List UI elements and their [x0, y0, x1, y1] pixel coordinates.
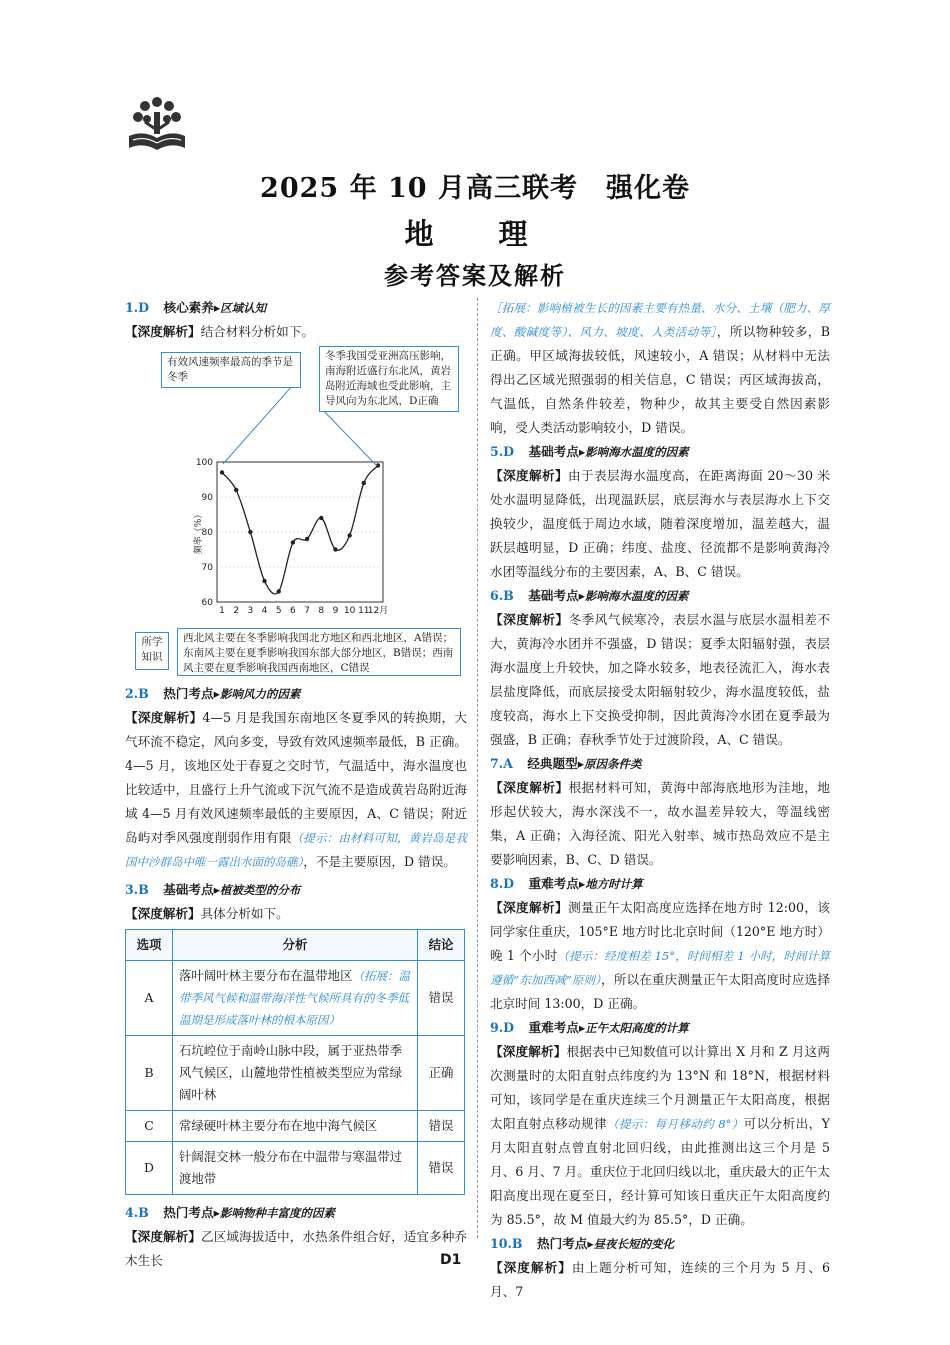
callout-left: 有效风速频率最高的季节是冬季: [161, 352, 301, 388]
q9-tag: 重难考点: [528, 1020, 579, 1035]
q9-arrow: ▸: [578, 1020, 586, 1035]
x-tick-label: 4: [261, 606, 268, 616]
x-tick-label: 3: [247, 606, 254, 616]
q3-text: 具体分析如下。: [200, 906, 289, 921]
q3-lead: 【深度解析】: [125, 906, 201, 921]
row-a-analysis: [173, 961, 418, 1036]
q2-lead: 【深度解析】: [125, 710, 203, 725]
x-tick-label: 9: [332, 606, 339, 616]
row-b-result: 正确: [418, 1036, 465, 1111]
publisher-logo: [125, 92, 189, 156]
table-header-row: [126, 930, 465, 961]
row-d-result: 错误: [418, 1142, 465, 1195]
row-c-option: C: [126, 1111, 173, 1142]
x-tick-label: 10: [343, 606, 356, 616]
q1-lead: 【深度解析】: [125, 324, 201, 339]
x-tick-label: 7: [304, 606, 310, 616]
q5-subtag: 影响海水温度的因素: [585, 445, 689, 459]
y-tick-label: 70: [201, 563, 213, 573]
q2-subtag: 影响风力的因素: [219, 687, 301, 701]
q6-header: [490, 584, 830, 608]
y-tick-label: 90: [201, 493, 213, 503]
q7-answer: A: [503, 756, 513, 771]
knowledge-label: 所学知识: [135, 632, 169, 670]
q5-lead: 【深度解析】: [490, 468, 569, 483]
data-point: [220, 470, 224, 474]
data-point: [234, 488, 238, 492]
table-row: [126, 1111, 465, 1142]
q10-arrow: ▸: [587, 1236, 594, 1251]
q4-number: 4.: [125, 1205, 139, 1220]
q4-hint: ［拓展：影响植被生长的因素主要有热量、水分、土壤（肥力、厚度、酸碱度等）、风力、坡度、人类活动等］: [490, 301, 830, 339]
table-row: [126, 1142, 465, 1195]
q4-tag: 热门考点: [163, 1205, 214, 1220]
q9-tail: 可以分析出，Y 月太阳直射点曾直射北回归线，由此推测出这三个月是 5 月、6 月、7 月。重庆位于北回归线以北，重庆最大的正午太阳高度出现在夏至日，经计算可知该日重庆正午太阳高度约为 85.5°，故 M 值最大约为 85.5°，D 正确。: [490, 1116, 830, 1227]
q1-answer: D: [138, 300, 150, 315]
y-tick-label: 80: [201, 528, 213, 538]
q3-tag: 基础考点: [163, 882, 214, 897]
q9-answer: D: [503, 1020, 515, 1035]
q4-analysis-start: [125, 1225, 467, 1273]
q2-tag: 热门考点: [163, 686, 214, 701]
right-column: [490, 296, 830, 1304]
x-tick-label: 5: [275, 606, 282, 616]
table-row: [126, 1036, 465, 1111]
q1-subtag: 区域认知: [220, 301, 267, 315]
q3-analysis-table: [125, 929, 465, 1195]
data-point: [277, 589, 281, 593]
row-a-text: 落叶阔叶林主要分布在温带地区: [179, 968, 353, 983]
data-point: [362, 481, 366, 485]
q7-header: [490, 752, 830, 776]
data-point: [347, 533, 351, 537]
q9-number: 9.: [490, 1020, 504, 1035]
q8-tag: 重难考点: [528, 876, 579, 891]
q7-tag: 经典题型: [527, 756, 578, 771]
q1-text: 结合材料分析如下。: [200, 324, 314, 339]
q9-lead: 【深度解析】: [490, 1044, 567, 1059]
x-tick-label: 11: [358, 606, 370, 616]
x-tick-label: 2: [233, 606, 240, 616]
q7-subtag: 原因条件类: [584, 757, 642, 771]
knowledge-text: 西北风主要在冬季影响我国北方地区和西北地区，A错误；东南风主要在夏季影响我国东部大部分地区，B错误；西南风主要在夏季影响我国西南地区，C错误: [177, 628, 461, 676]
q3-analysis: [125, 902, 467, 926]
data-point: [262, 579, 266, 583]
wind-frequency-chart: [125, 346, 467, 624]
q8-analysis: [490, 896, 830, 1016]
table-header-conclusion: 结论: [418, 930, 465, 961]
q9-header: [490, 1016, 830, 1040]
q9-hint: （提示：每月移动约 8°）: [607, 1117, 744, 1131]
q8-hint: （提示：经度相差 15°，时间相差 1 小时，时间计算遵循“东加西减”原则）: [490, 949, 830, 987]
data-point: [319, 516, 323, 520]
q2-header: [125, 682, 467, 706]
q2-arrow: ▸: [213, 686, 220, 701]
q4-analysis-continued: [490, 296, 830, 440]
q3-header: [125, 878, 467, 902]
q8-arrow: ▸: [578, 876, 586, 891]
q5-analysis: [490, 464, 830, 584]
q7-arrow: ▸: [577, 756, 585, 771]
row-d-analysis: 针阔混交林一般分布在中温带与寒温带过渡地带: [173, 1142, 418, 1195]
x-tick-label: 8: [318, 606, 325, 616]
q10-subtag: 昼夜长短的变化: [593, 1237, 675, 1251]
q7-analysis: [490, 776, 830, 872]
page-number: D1: [440, 1252, 462, 1268]
q2-tail: ，不是主要原因，D 错误。: [303, 854, 456, 869]
left-column: [125, 296, 467, 1273]
q8-text: 测量正午太阳高度应选择在地方时 12:00，该同学家住重庆，105°E 地方时比北京时间（120°E 地方时）晚 1 个小时: [490, 900, 831, 963]
q1-number: 1.: [125, 300, 139, 315]
row-b-analysis: 石坑崆位于南岭山脉中段，属于亚热带季风气候区，山麓地带性植被类型应为常绿阔叶林: [173, 1036, 418, 1111]
q3-subtag: 植被类型的分布: [219, 883, 301, 897]
x-tick-label: 6: [290, 606, 296, 616]
y-tick-label: 60: [201, 598, 213, 608]
data-point: [248, 530, 252, 534]
q4-tail: ，所以物种较多，B 正确。甲区域海拔较低，风速较小，A 错误；从材料中无法得出乙区域光照强弱的相关信息，C 错误；丙区域海拔高，气温低，自然条件较差，物种少，故其主要受自然因素影响，受人类活动影响较小，D 错误。: [490, 324, 830, 435]
q2-text: 4—5 月是我国东南地区冬夏季风的转换期，大气环流不稳定，风向多变，导致有效风速频率最低，B 正确。4—5 月，该地区处于春夏之交时节，气温适中，海水温度也比较适中，且盛行上升气流或下沉气流不是造成黄岩岛附近海域 4—5 月有效风速频率最低的主要原因，A、C 错误；附近岛屿对季风强度削弱作用有限: [125, 710, 467, 845]
q8-number: 8.: [490, 876, 504, 891]
q5-number: 5.: [490, 444, 504, 459]
table-header-analysis: 分析: [173, 930, 418, 961]
q5-text: 由于表层海水温度高，在距离海面 20～30 米处水温明显降低，出现温跃层，底层海水与表层海水上下交换较少，温度低于周边水域，随着深度增加，温差越大，温跃层越明显，D 正确；纬度、盐度、径流都不是影响黄海冷水团等温线分布的主要因素，A、B、C 错误。: [490, 468, 830, 579]
row-c-result: 错误: [418, 1111, 465, 1142]
row-c-analysis: 常绿硬叶林主要分布在地中海气候区: [173, 1111, 418, 1142]
callout-right: 冬季我国受亚洲高压影响，南海附近盛行东北风，黄岩岛附近海域也受此影响，主导风向为东北风，D正确: [319, 346, 459, 412]
table-header-option: 选项: [126, 930, 173, 961]
q6-tag: 基础考点: [528, 588, 579, 603]
q9-subtag: 正午太阳高度的计算: [585, 1021, 689, 1035]
knowledge-block: [125, 628, 467, 676]
q1-header: [125, 296, 467, 320]
frequency-series-line: [222, 466, 378, 594]
q5-answer: D: [503, 444, 515, 459]
q10-header: [490, 1232, 830, 1256]
column-divider: [477, 298, 478, 1238]
q7-number: 7.: [490, 756, 504, 771]
exam-title: 2025 年 10 月高三联考 强化卷: [260, 173, 690, 204]
q6-text: 冬季风气候寒冷，表层水温与底层水温相差不大，黄海冷水团并不强盛，D 错误；夏季太阳辐射强，表层海水温度上升较快，加之降水较多，地表径流汇入，海水表层盐度降低，而底层接受太阳辐射较少，海水温度较低，盐度较高，海水上下交换受抑制，因此黄海冷水团在夏季最为强盛，B 正确；春秋季节处于过渡阶段，A、C 错误。: [490, 612, 831, 747]
data-point: [291, 540, 295, 544]
q6-lead: 【深度解析】: [490, 612, 569, 627]
y-axis-label: 频率（%）: [194, 509, 204, 555]
q10-tag: 热门考点: [536, 1236, 588, 1251]
q4-header: [125, 1201, 467, 1225]
y-tick-label: 100: [195, 458, 213, 468]
q1-tag: 核心素养: [163, 300, 214, 315]
q10-text: 由上题分析可知，连续的三个月为 5 月、6 月、7: [490, 1260, 830, 1299]
q10-analysis: [490, 1256, 830, 1304]
callout-left-connector: [223, 376, 301, 464]
answer-key-title: 参考答案及解析: [384, 261, 566, 290]
q10-answer: B: [511, 1236, 523, 1251]
q9-analysis: [490, 1040, 830, 1232]
q8-header: [490, 872, 830, 896]
q6-subtag: 影响海水温度的因素: [584, 589, 689, 603]
row-a-hint: （拓展：温带季风气候和温带海洋性气候所具有的冬季低温期是形成落叶林的根本原因）: [179, 969, 410, 1027]
q7-lead: 【深度解析】: [490, 780, 569, 795]
q4-lead: 【深度解析】: [125, 1229, 202, 1244]
data-point: [305, 537, 309, 541]
row-a-option: A: [126, 961, 173, 1036]
subject-title: 地 理: [404, 217, 546, 251]
q1-arrow: ▸: [213, 300, 221, 315]
q8-tail: ，所以在重庆测量正午太阳高度时应选择北京时间 13:00，D 正确。: [490, 972, 830, 1011]
table-row: [126, 961, 465, 1036]
row-a-result: 错误: [418, 961, 465, 1036]
q6-answer: B: [503, 588, 514, 603]
q2-number: 2.: [125, 686, 139, 701]
q5-arrow: ▸: [578, 444, 586, 459]
row-d-option: D: [126, 1142, 173, 1195]
q4-arrow: ▸: [213, 1205, 220, 1220]
row-b-option: B: [126, 1036, 173, 1111]
q2-hint: （提示：由材料可知，黄岩岛是我国中沙群岛中唯一露出水面的岛礁）: [125, 831, 468, 869]
q10-number: 10.: [490, 1236, 512, 1251]
q2-answer: B: [138, 686, 149, 701]
q4-answer: B: [138, 1205, 149, 1220]
q6-arrow: ▸: [578, 588, 585, 603]
q3-number: 3.: [125, 882, 139, 897]
data-point: [333, 547, 337, 551]
q2-analysis: [125, 706, 467, 874]
q9-text: 根据表中已知数值可以计算出 X 月和 Z 月这两次测量时的太阳直射点纬度约为 13°N 和 18°N，根据材料可知，该同学是在重庆连续三个月测量正午太阳高度，根据太阳直射点移动规律: [490, 1044, 831, 1131]
q8-answer: D: [503, 876, 515, 891]
x-tick-label: 1: [219, 606, 225, 616]
q4-subtag: 影响物种丰富度的因素: [219, 1206, 335, 1220]
q8-subtag: 地方时计算: [585, 877, 643, 891]
q8-lead: 【深度解析】: [490, 900, 569, 915]
q6-number: 6.: [490, 588, 504, 603]
q3-arrow: ▸: [213, 882, 220, 897]
q5-tag: 基础考点: [528, 444, 579, 459]
q4-text: 乙区域海拔适中，水热条件组合好，适宜多种乔木生长: [125, 1229, 468, 1268]
q6-analysis: [490, 608, 830, 752]
q5-header: [490, 440, 830, 464]
q1-analysis: [125, 320, 467, 344]
q3-answer: B: [138, 882, 149, 897]
x-tick-label: 12月: [367, 606, 389, 616]
callout-right-connector: [319, 406, 377, 466]
q7-text: 根据材料可知，黄海中部海底地形为洼地，地形起伏较大，海水深浅不一，故水温差异较大，等温线密集，A 正确；入海径流、阳光入射率、城市热岛效应不是主要影响因素，B、C、D 错误。: [490, 780, 831, 867]
q10-lead: 【深度解析】: [490, 1260, 572, 1275]
